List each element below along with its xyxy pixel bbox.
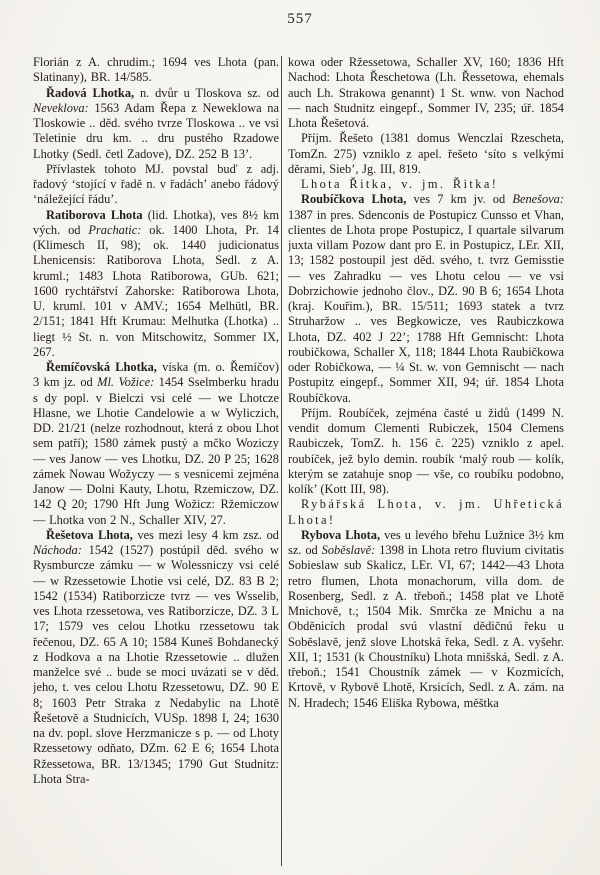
entry-text: ok. 1400 Lhota, Pr. 14 (Klimesch II, 98); ok. 1440 judicionatus Lhenicensis: Ratiborova Lhota, Sedl. z A. kruml.; 1483 Lhota Ratiborowa, GUb. 621; 1600 rychtářství Zahorske: Ratiborowa Lhota, U. kruml. 101 v AMV.; 1654 Melhütl, BR. 2/151; 1841 Hft Krumau: Melhutka (Lhotka) .. liegt ½ St. n. von Mitschowitz, Sommer IX, 267. <box>33 222 279 359</box>
entry-text: ves u levého břehu Lužnice 3½ km sz. od <box>288 527 564 557</box>
entry-headword: Roubíčkova Lhota, <box>301 192 407 207</box>
entry-headword: Rybova Lhota, <box>301 527 381 542</box>
entry-headword: Řešetova Lhota, <box>46 527 133 542</box>
entry-text: Příjm. Řešeto (1381 domus Wenczlai Rzescheta, TomZn. 275) vzniklo z apel. řešeto ‘síto s velkými děrami, Sieb’, Jg. III, 819. <box>288 131 564 176</box>
entry-text: Přívlastek tohoto MJ. povstal buď z adj. řadový ‘stojící v řadě n. v řadách’ anebo řádový ‘náležející řádu’. <box>33 161 279 207</box>
right-column <box>288 55 564 869</box>
page-number: 557 <box>287 11 313 27</box>
entry-text: kowa oder Ržessetowa, Schaller XV, 160; 1836 Hft Nachod: Lhota Řeschetowa (Lh. Řessetowa, ehemals auch Lh. Strakowa genannt) 1 St. wnw. von Nachod — nach Studnitz eingepf., Sommer IV, 235; úř. 1854 Lhota Řešetová. <box>288 55 564 130</box>
entry-continuation-resetova <box>288 55 564 131</box>
entry-text: 1454 Sselmberku hradu s dy popl. v Bielczi vsi celé — we Lhotcze Hlasne, we Lhotie Candelowie a w Wyliczich, DD. 21/21 (nelze rozhodnout, která z obou Lhot sem patří); 1580 zámek pustý a mčko Woziczy — ves Janow — ves Lhotku, DZ. 20 P 25; 1628 zámek Nowau Wožyczy — s vesnicemi zejména Janow — Dolni Kauty, Lhotu, Rzemiczow, DZ. 142 Q 20; 1790 Hft Jung Wožicz: Ržemiczow — Lhotka von 2 N., Schaller XIV, 27. <box>33 375 279 527</box>
entry-resetova-lhota <box>33 528 279 787</box>
note-privlastek <box>33 162 279 208</box>
cross-reference-rybarska-lhota <box>288 497 564 528</box>
entry-headword: Ratiborova Lhota <box>46 207 143 222</box>
column-divider-line <box>281 56 282 866</box>
place-name: Benešova: <box>512 192 564 207</box>
entry-text: ves mezi lesy 4 km zsz. od <box>132 527 279 542</box>
entry-text: Lhota Řitka, v. jm. Řitka! <box>301 177 499 191</box>
entry-text: Rybářská Lhota, v. jm. Uhřetická Lhota! <box>288 497 564 527</box>
entry-text: víska (m. o. Řemíčov) 3 km jz. od <box>33 360 279 390</box>
note-prijm-reseto <box>288 131 564 177</box>
cross-reference-lhota-ritka <box>288 177 564 192</box>
place-name: Prachatic: <box>88 222 142 237</box>
place-name: Ml. Vožice: <box>97 375 155 390</box>
entry-text: ves 7 km jv. od <box>406 192 513 207</box>
entry-remicovska-lhotka <box>33 360 279 528</box>
entry-text: Florián z A. chrudim.; 1694 ves Lhota (pan. Slatinany), BR. 14/585. <box>33 55 279 85</box>
note-prijm-roubicek <box>288 406 564 498</box>
place-name: Náchoda: <box>33 543 82 557</box>
place-name: Neveklova: <box>33 100 89 115</box>
entry-text: 1563 Adam Řepa z Neweklowa na Tloskowie .. děd. svého tvrze Tloskowa .. ve vsi Teletinie dru km. .. dru pustého Rzadowe Lhotky (Sedl. četl Zadove), DZ. 252 B 13’. <box>33 100 279 161</box>
entry-text: 1542 (1527) postúpil děd. svého w Rysmburcze zámku — w Wolessniczy vsi celé — w Rzessetowie Lhotie vsi celé, DZ. 83 B 2; 1542 (1534) Ratiborzicze tvrz — ves Wsselib, ves Lhota rzessetowa, ves Ratiborzicze, DZ. 3 L 17; 1579 ves celou Lhotku rzessetowu tak řečenou, DZ. 65 A 10; 1584 Kuneš Bohdanecký z Hodkova a na Lhotie Rzessetowie .. dlužen manželce své .. bude se moci uvázati se v děd. jeho, t. ves celou Lhotu Rzessetowu, DZ. 90 E 8; 1603 Petr Straka z Nedabylic na Lhotě Řešetově a Studnicích, VUSp. 1898 I, 24; 1630 na dv. popl. slove Herzmanicze s p. — od Lhoty Rzessetowy odňato, DZm. 62 E 6; 1654 Lhota Ržessetowa, BR. 13/1345; 1790 Gut Studnitz: Lhota Stra- <box>33 543 279 786</box>
left-column <box>33 55 279 869</box>
entry-text: 1398 in Lhota retro fluvium civitatis Sobieslaw sub Skalicz, LEr. VI, 67; 1442—43 Lhota retro flumen, Lhota monachorum, villa dom. de Rosenberg, Sedl. z A. třeboň.; 1458 plat ve Lhotě Mnichově, t.; 1504 Mik. Smrčka ze Mnichu a na Obděnicích prodal svú vlastní dědičnú řeku u Soběslavě, jenž slove Lhotská řeka, Sedl. z A. vyšehr. XII, 1; 1531 (k Choustníku) Lhota mnišská, Sedl. z A. třeboň.; 1541 Choustník zámek — v Kozmicích, Krtově, v Rybově Lhotě, Krsicích, Sedl. z A. zám. na N. Hradech; 1546 Eliška Rybowa, měštka <box>288 543 564 710</box>
entry-text: (lid. Lhotka), ves 8½ km vých. od <box>33 207 279 237</box>
entry-continuation-florian <box>33 55 279 86</box>
entry-ratiborova-lhota <box>33 208 279 361</box>
entry-rybova-lhota <box>288 528 564 711</box>
entry-text: n. dvůr u Tloskova sz. od <box>134 85 279 100</box>
entry-text: 1387 in pres. Sdenconis de Postupicz Cunsso et Vhan, clientes de Lhota prope Postupicz, I quartale silvarum juxta villam Pozow dant pro E. in Postupicz, LEr. XII, 13; 1582 postoupil jest děd. svého, t. tvrz Gemisstie — ves Zahradku — ves Lhotu celou — ve vsi Dobrzichowie jednoho člov., DZ. 90 B 6; 1654 Lhota (kraj. Kouřim.), BR. 15/511; 1693 statek a tvrz Struharžow .. ves Begkowicze, ves Raubiczkowa Lhota, DZ. 402 J 22’; 1788 Hft Gemnischt: Lhota roubičkowa, Schaller X, 118; 1844 Lhota Raubičkowa oder Robičkowa, — ¼ St. w. von Gemnischt — nach Postupitz eingepf., Sommer XII, 94; úř. 1854 Lhota Roubíčkova. <box>288 207 564 405</box>
entry-headword: Řemíčovská Lhotka, <box>46 360 157 374</box>
entry-text: Příjm. Roubíček, zejména časté u židů (1499 N. vendit domum Clementi Rubiczek, 1504 Clemens Raubiczek, TomZ. h. 156 č. 225) vzniklo z apel. roubíček, jež bylo demin. roubík ‘malý roub — kolík, kterým se zatahuje snop — vše, co roubíku podobno, kolík’ (Kott III, 98). <box>288 405 564 496</box>
entry-radova-lhotka <box>33 86 279 162</box>
entry-roubickova-lhota <box>288 192 564 406</box>
place-name: Soběslavě: <box>321 543 376 557</box>
entry-headword: Řadová Lhotka, <box>46 85 135 100</box>
